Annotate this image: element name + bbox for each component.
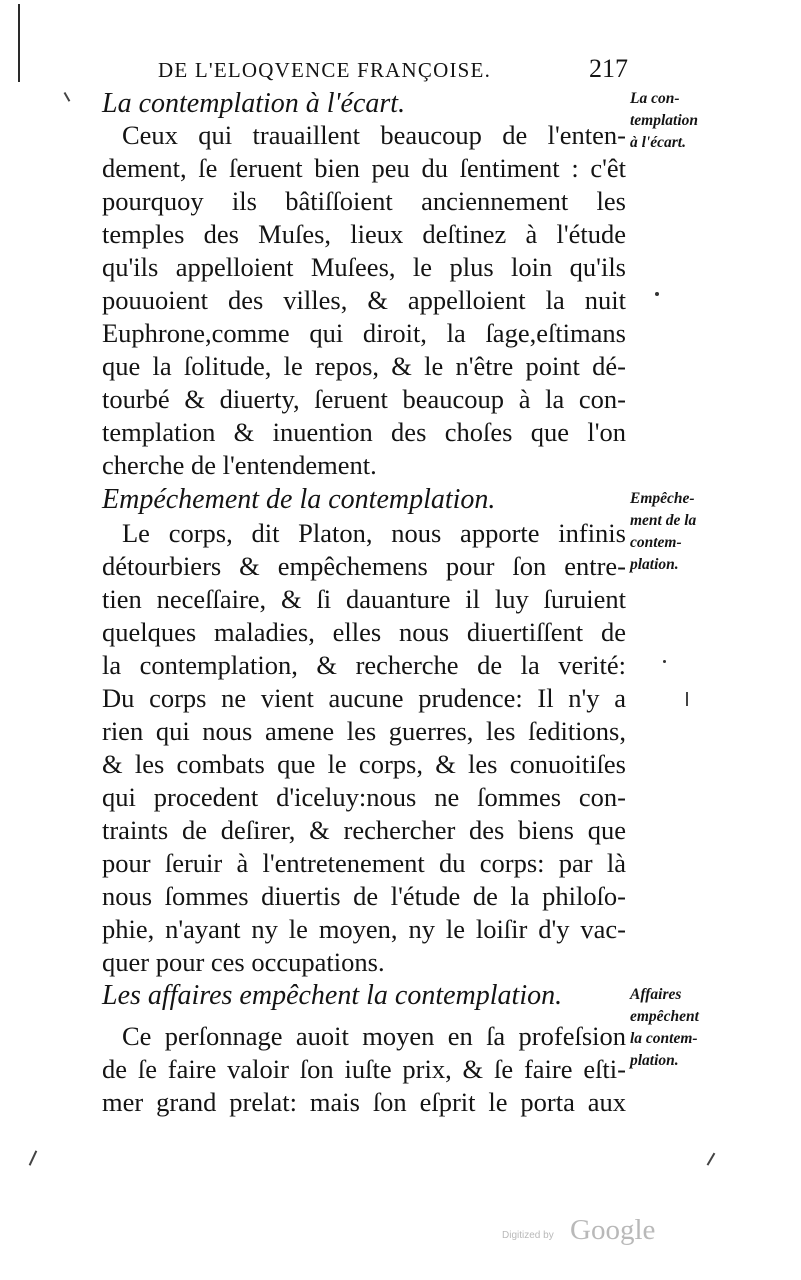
margin-note-line: la contem- [630,1030,698,1047]
text-line: phie, n'ayant ny le moyen, ny le loiſir d'y vac- [102,914,626,944]
text-line: cherche de l'entendement. [102,450,377,480]
margin-note-line: Affaires [630,986,682,1003]
margin-note-line: ment de la [630,512,697,529]
text-line: Ceux qui trauaillent beaucoup de l'enten- [122,120,626,150]
text-line: Le corps, dit Platon, nous apporte infinis [122,518,626,548]
text-line: quer pour ces occupations. [102,947,385,977]
paragraph-3 [102,1020,626,1119]
text-line: temples des Muſes, lieux deſtinez à l'étude [102,219,626,249]
text-line: Du corps ne vient aucune prudence: Il n'y a [102,683,626,713]
margin-note-3 [630,984,740,1072]
margin-note-line: plation. [630,556,679,573]
scan-mark [29,1150,37,1165]
text-line: dement, ſe ſeruent bien peu du ſentiment : c'êt [102,153,626,183]
text-line: traints de deſirer, & rechercher des biens que [102,815,626,845]
margin-note-line: Empêche- [630,490,695,507]
section-heading-2: Empéchement de la contemplation. [102,484,496,515]
margin-note-2 [630,488,740,576]
text-line: Euphrone,comme qui diroit, la ſage,eſtimans [102,318,626,348]
text-line: que la ſolitude, le repos, & le n'être point dé- [102,351,626,381]
text-line: nous ſommes diuertis de l'étude de la philoſo- [102,881,626,911]
paragraph-2 [102,517,626,979]
scan-mark [686,692,688,706]
text-line: tien neceſſaire, & ſi dauanture il luy ſuruient [102,584,626,614]
text-line: pour ſeruir à l'entretenement du corps: par là [102,848,626,878]
margin-note-1 [630,88,740,154]
page-edge-mark [18,4,20,82]
text-line: détourbiers & empêchemens pour ſon entre- [102,551,626,581]
margin-note-line: templation [630,112,699,129]
scan-speck [663,660,666,663]
scan-speck [655,292,659,296]
text-line: qui procedent d'iceluy:nous ne ſommes con- [102,782,626,812]
margin-note-line: à l'écart. [630,134,686,151]
scan-mark [64,92,70,101]
running-title: DE L'ELOQVENCE FRANÇOISE. [158,58,492,82]
text-line: Ce perſonnage auoit moyen en ſa profeſsion [122,1021,626,1051]
google-logo: Google [570,1214,656,1246]
section-heading-3: Les affaires empêchent la contemplation. [102,980,563,1011]
text-line: mer grand prelat: mais ſon eſprit le porta aux [102,1087,626,1117]
watermark-prefix: Digitized by [502,1230,554,1241]
margin-note-line: empêchent [630,1008,699,1025]
text-line: pourquoy ils bâtiſſoient anciennement les [102,186,626,216]
section-heading-1: La contemplation à l'écart. [102,88,406,119]
page-number: 217 [589,54,628,83]
running-head [158,56,628,86]
margin-note-line: contem- [630,534,682,551]
margin-note-line: plation. [630,1052,679,1069]
text-line: templation & inuention des choſes que l'on [102,417,626,447]
text-line: la contemplation, & recherche de la verité: [102,650,626,680]
text-line: de ſe faire valoir ſon iuſte prix, & ſe faire eſti- [102,1054,626,1084]
text-line: rien qui nous amene les guerres, les ſeditions, [102,716,626,746]
text-line: tourbé & diuerty, ſeruent beaucoup à la con- [102,384,626,414]
text-line: & les combats que le corps, & les conuoitiſes [102,749,626,779]
scan-mark [707,1153,715,1166]
text-line: quelques maladies, elles nous diuertiſſent de [102,617,626,647]
text-line: pouuoient des villes, & appelloient la nuit [102,285,626,315]
digitized-watermark [502,1214,672,1254]
margin-note-line: La con- [630,90,680,107]
text-line: qu'ils appelloient Muſees, le plus loin qu'ils [102,252,626,282]
paragraph-1 [102,119,626,482]
